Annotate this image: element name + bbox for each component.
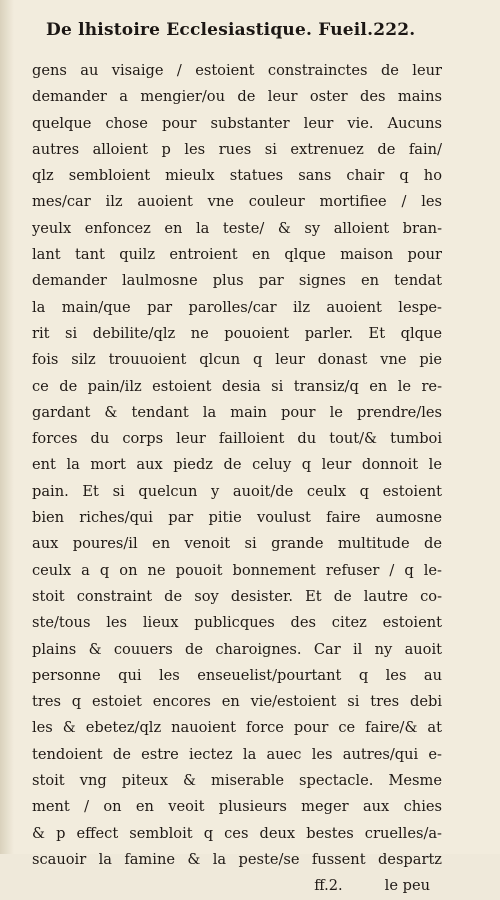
text-line: ce de pain/ilz estoient desia si transiz/q en le re- [32, 377, 442, 395]
text-line: gens au visaige / estoient constrainctes de leur [32, 62, 442, 79]
page-gutter-shadow [0, 0, 14, 854]
text-line: lant tant quilz entroient en qlque maison pour [32, 246, 442, 264]
text-line: rit si debilite/qlz ne pouoient parler. Et qlque [32, 324, 442, 342]
page-footer [32, 873, 442, 899]
text-line: demander laulmosne plus par signes en tendat [32, 272, 442, 290]
catchword: le peu [384, 877, 430, 895]
text-line: autres alloient p les rues si extrenuez de fain/ [32, 140, 442, 158]
text-line: stoit vng piteux & miserable spectacle. Mesme [32, 772, 442, 790]
text-line: fois silz trouuoient qlcun q leur donast vne pie [32, 351, 442, 369]
text-line: ent la mort aux piedz de celuy q leur donnoit le [32, 456, 442, 474]
text-line: pain. Et si quelcun y auoit/de ceulx q estoient [32, 482, 442, 500]
text-line: ceulx a q on ne pouoit bonnement refuser / q le- [32, 561, 442, 579]
text-line: personne qui les enseuelist/pourtant q les au [32, 666, 442, 684]
text-line: demander a mengier/ou de leur oster des mains [32, 88, 442, 106]
text-line: scauoir la famine & la peste/se fussent despartz [32, 850, 442, 868]
text-line: & p effect sembloit q ces deux bestes cruelles/a- [32, 824, 442, 842]
running-head: De lhistoire Ecclesiastique. Fueil.222. [46, 20, 416, 40]
text-line: mes/car ilz auoient vne couleur mortifiee / les [32, 193, 442, 211]
text-line: bien riches/qui par pitie voulust faire aumosne [32, 509, 442, 527]
signature-mark: ff.2. [314, 877, 343, 895]
text-line: la main/que par parolles/car ilz auoient lespe- [32, 298, 442, 316]
text-line: gardant & tendant la main pour le prendre/les [32, 403, 442, 421]
text-line: plains & couuers de charoignes. Car il ny auoit [32, 640, 442, 658]
body-text [32, 58, 442, 873]
text-line: ment / on en veoit plusieurs meger aux chies [32, 798, 442, 816]
text-line: les & ebetez/qlz nauoient force pour ce faire/& at [32, 719, 442, 737]
text-line: stoit constraint de soy desister. Et de lautre co- [32, 587, 442, 605]
text-line: aux poures/il en venoit si grande multitude de [32, 535, 442, 553]
text-line: tres q estoiet encores en vie/estoient si tres debi [32, 693, 442, 711]
text-line: qlz sembloient mieulx statues sans chair q ho [32, 167, 442, 185]
text-line: ste/tous les lieux publicques des citez estoient [32, 614, 442, 632]
text-line: yeulx enfoncez en la teste/ & sy alloient bran- [32, 219, 442, 237]
text-line: forces du corps leur failloient du tout/& tumboi [32, 430, 442, 448]
text-line: quelque chose pour substanter leur vie. Aucuns [32, 114, 442, 132]
text-line: tendoient de estre iectez la auec les autres/qui e- [32, 745, 442, 763]
